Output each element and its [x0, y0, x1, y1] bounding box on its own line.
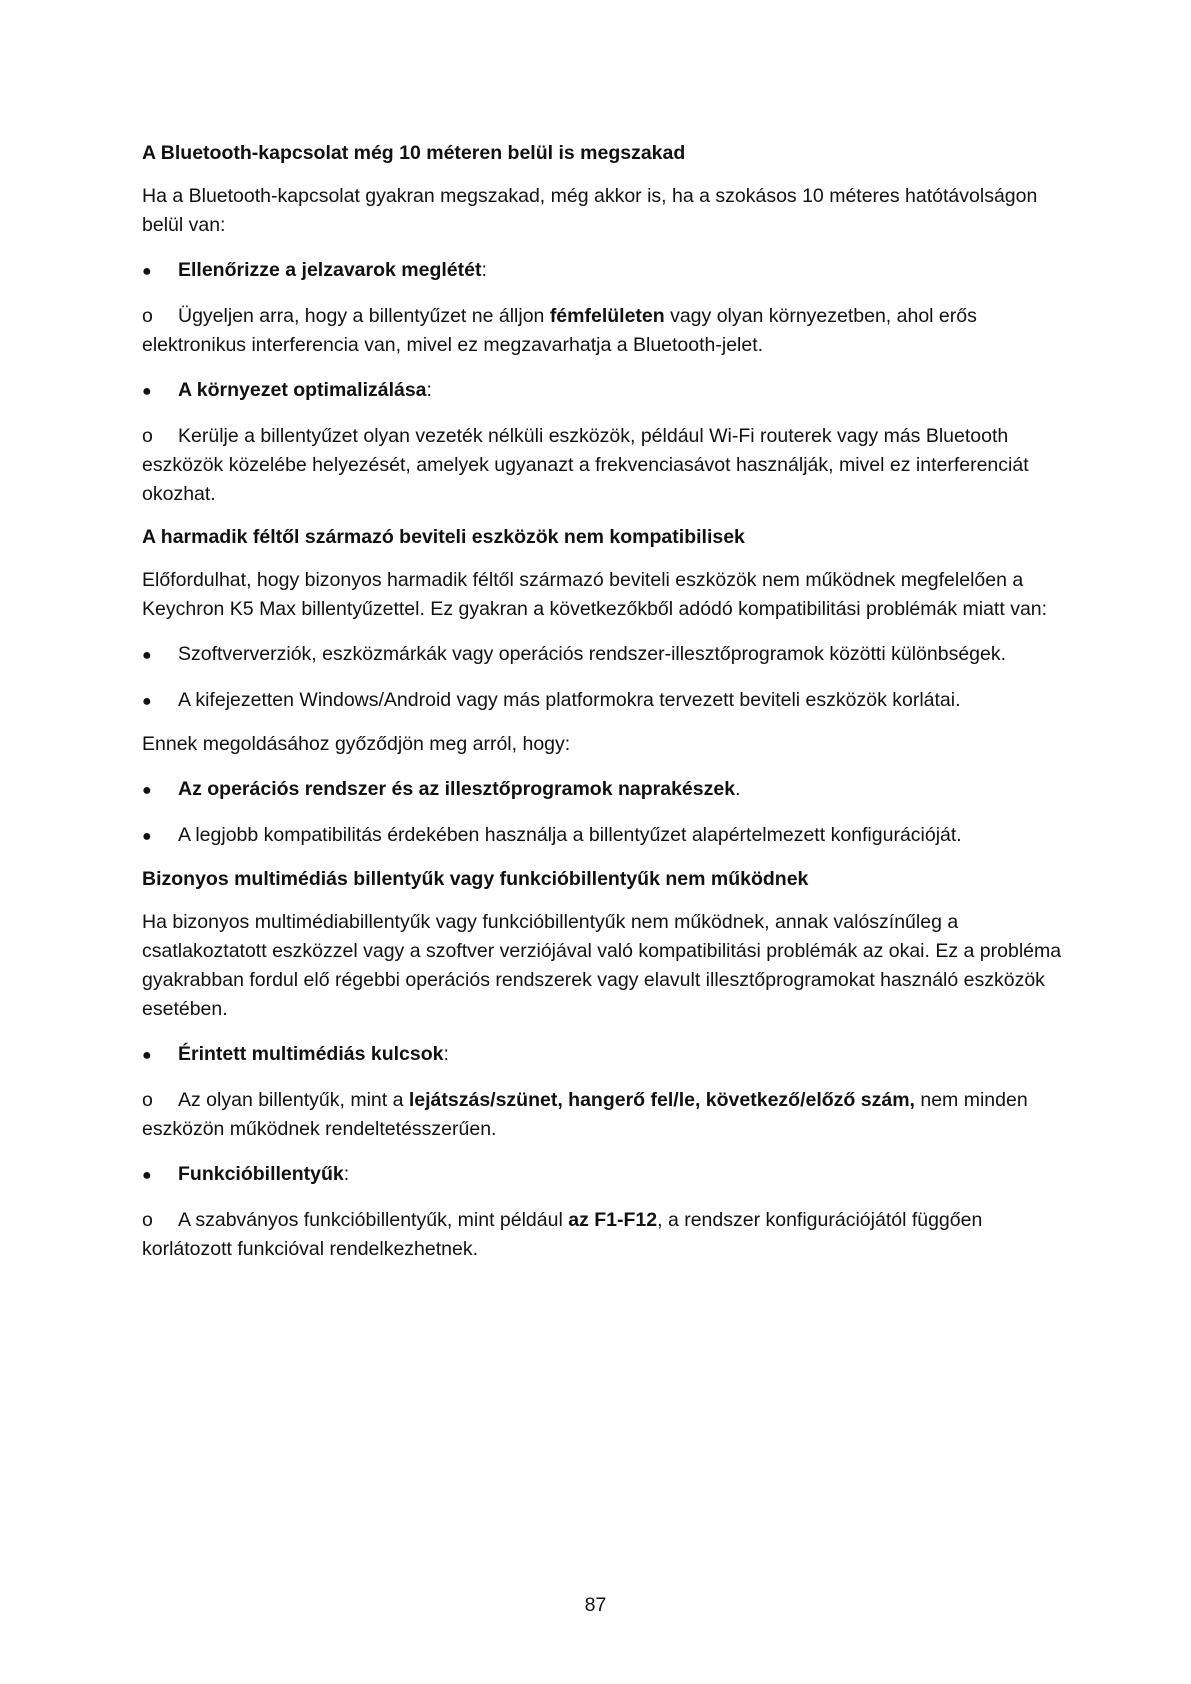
bullet-text: Szoftververziók, eszközmárkák vagy operációs rendszer-illesztőprogramok közötti különbségek. [178, 643, 1007, 665]
bullet-bold-text: Funkcióbillentyűk [178, 1163, 344, 1185]
paragraph-multimedia-intro: Ha bizonyos multimédiabillentyűk vagy funkcióbillentyűk nem működnek, annak valószínűleg a csatlakoztatott eszközzel vagy a szoftver verziójával való kompatibilitási problémák az okai. Ez a probléma gyakrabban fordul elő régebbi operációs rendszerek vagy elavult illesztőprogramokat használó eszközök esetében. [142, 911, 1062, 1020]
section-heading-multimedia-keys: Bizonyos multimédiás billentyűk vagy funkcióbillentyűk nem működnek [142, 868, 809, 890]
bullet-text: : [343, 1163, 350, 1185]
sub-item [142, 302, 1067, 360]
document-page [142, 139, 1067, 1264]
bullet-icon: ● [142, 1167, 152, 1184]
bullet-item [142, 640, 1067, 670]
bullet-text: A legjobb kompatibilitás érdekében használja a billentyűzet alapértelmezett konfigurációját. [178, 824, 962, 846]
bullet-icon: ● [142, 1047, 152, 1064]
bullet-icon: ● [142, 693, 152, 710]
sub-bold-text: fémfelületen [549, 305, 665, 327]
sub-bullet-icon: o [142, 425, 153, 447]
bullet-item [142, 775, 1067, 805]
bullet-item [142, 821, 1067, 851]
bullet-bold-text: Ellenőrizze a jelzavarok meglétét [178, 259, 482, 281]
paragraph-bluetooth-intro: Ha a Bluetooth-kapcsolat gyakran megszakad, még akkor is, ha a szokásos 10 méteres hatótávolságon belül van: [142, 185, 1038, 236]
bullet-text: : [481, 259, 487, 281]
bullet-item [142, 686, 1067, 716]
section-heading-bluetooth-drop: A Bluetooth-kapcsolat még 10 méteren belül is megszakad [142, 142, 686, 164]
sub-bold-text: lejátszás/szünet, hangerő fel/le, következő/előző szám, [408, 1089, 915, 1111]
bullet-text: : [443, 1043, 449, 1065]
sub-bold-text: az F1-F12 [568, 1209, 658, 1231]
sub-text: Ügyeljen arra, hogy a billentyűzet ne álljon [178, 305, 550, 327]
bullet-text: : [426, 379, 432, 401]
bullet-icon: ● [142, 263, 152, 280]
bullet-item [142, 256, 1067, 286]
page-number: 87 [584, 1594, 607, 1616]
bullet-icon: ● [142, 383, 152, 400]
bullet-item [142, 1160, 1067, 1190]
bullet-item [142, 376, 1067, 406]
bullet-text: . [735, 778, 741, 800]
paragraph-solution: Ennek megoldásához győződjön meg arról, hogy: [142, 733, 571, 755]
sub-text: Kerülje a billentyűzet olyan vezeték nélküli eszközök, például Wi-Fi routerek vagy más Bluetooth eszközök közelébe helyezését, amelyek ugyanazt a frekvenciasávot használják, mivel ez interferenciát okozhat. [142, 425, 1029, 505]
paragraph-third-party-intro: Előfordulhat, hogy bizonyos harmadik féltől származó beviteli eszközök nem működnek megfelelően a Keychron K5 Max billentyűzettel. Ez gyakran a következőkből adódó kompatibilitási problémák miatt van: [142, 569, 1048, 620]
sub-bullet-icon: o [142, 305, 153, 327]
sub-text: nem minden eszközön működnek rendeltetésszerűen. [142, 1089, 1028, 1140]
bullet-icon: ● [142, 828, 152, 845]
bullet-bold-text: Az operációs rendszer és az illesztőprogramok naprakészek [178, 778, 736, 800]
bullet-icon: ● [142, 647, 152, 664]
sub-item [142, 1086, 1067, 1144]
sub-text: A szabványos funkcióbillentyűk, mint például [178, 1209, 569, 1231]
sub-text: Az olyan billentyűk, mint a [178, 1089, 409, 1111]
bullet-text: A kifejezetten Windows/Android vagy más platformokra tervezett beviteli eszközök korlátai. [178, 689, 961, 711]
bullet-item [142, 1040, 1067, 1070]
sub-text: vagy olyan környezetben, ahol erős elektronikus interferencia van, mivel ez megzavarhatja a Bluetooth-jelet. [142, 305, 977, 356]
sub-item [142, 422, 1067, 509]
sub-item [142, 1206, 1067, 1264]
bullet-icon: ● [142, 782, 152, 799]
sub-text: , a rendszer konfigurációjától függően korlátozott funkcióval rendelkezhetnek. [142, 1209, 983, 1260]
bullet-bold-text: Érintett multimédiás kulcsok [178, 1043, 444, 1065]
section-heading-third-party: A harmadik féltől származó beviteli eszközök nem kompatibilisek [142, 526, 745, 548]
sub-bullet-icon: o [142, 1089, 153, 1111]
bullet-bold-text: A környezet optimalizálása [178, 379, 427, 401]
sub-bullet-icon: o [142, 1209, 153, 1231]
